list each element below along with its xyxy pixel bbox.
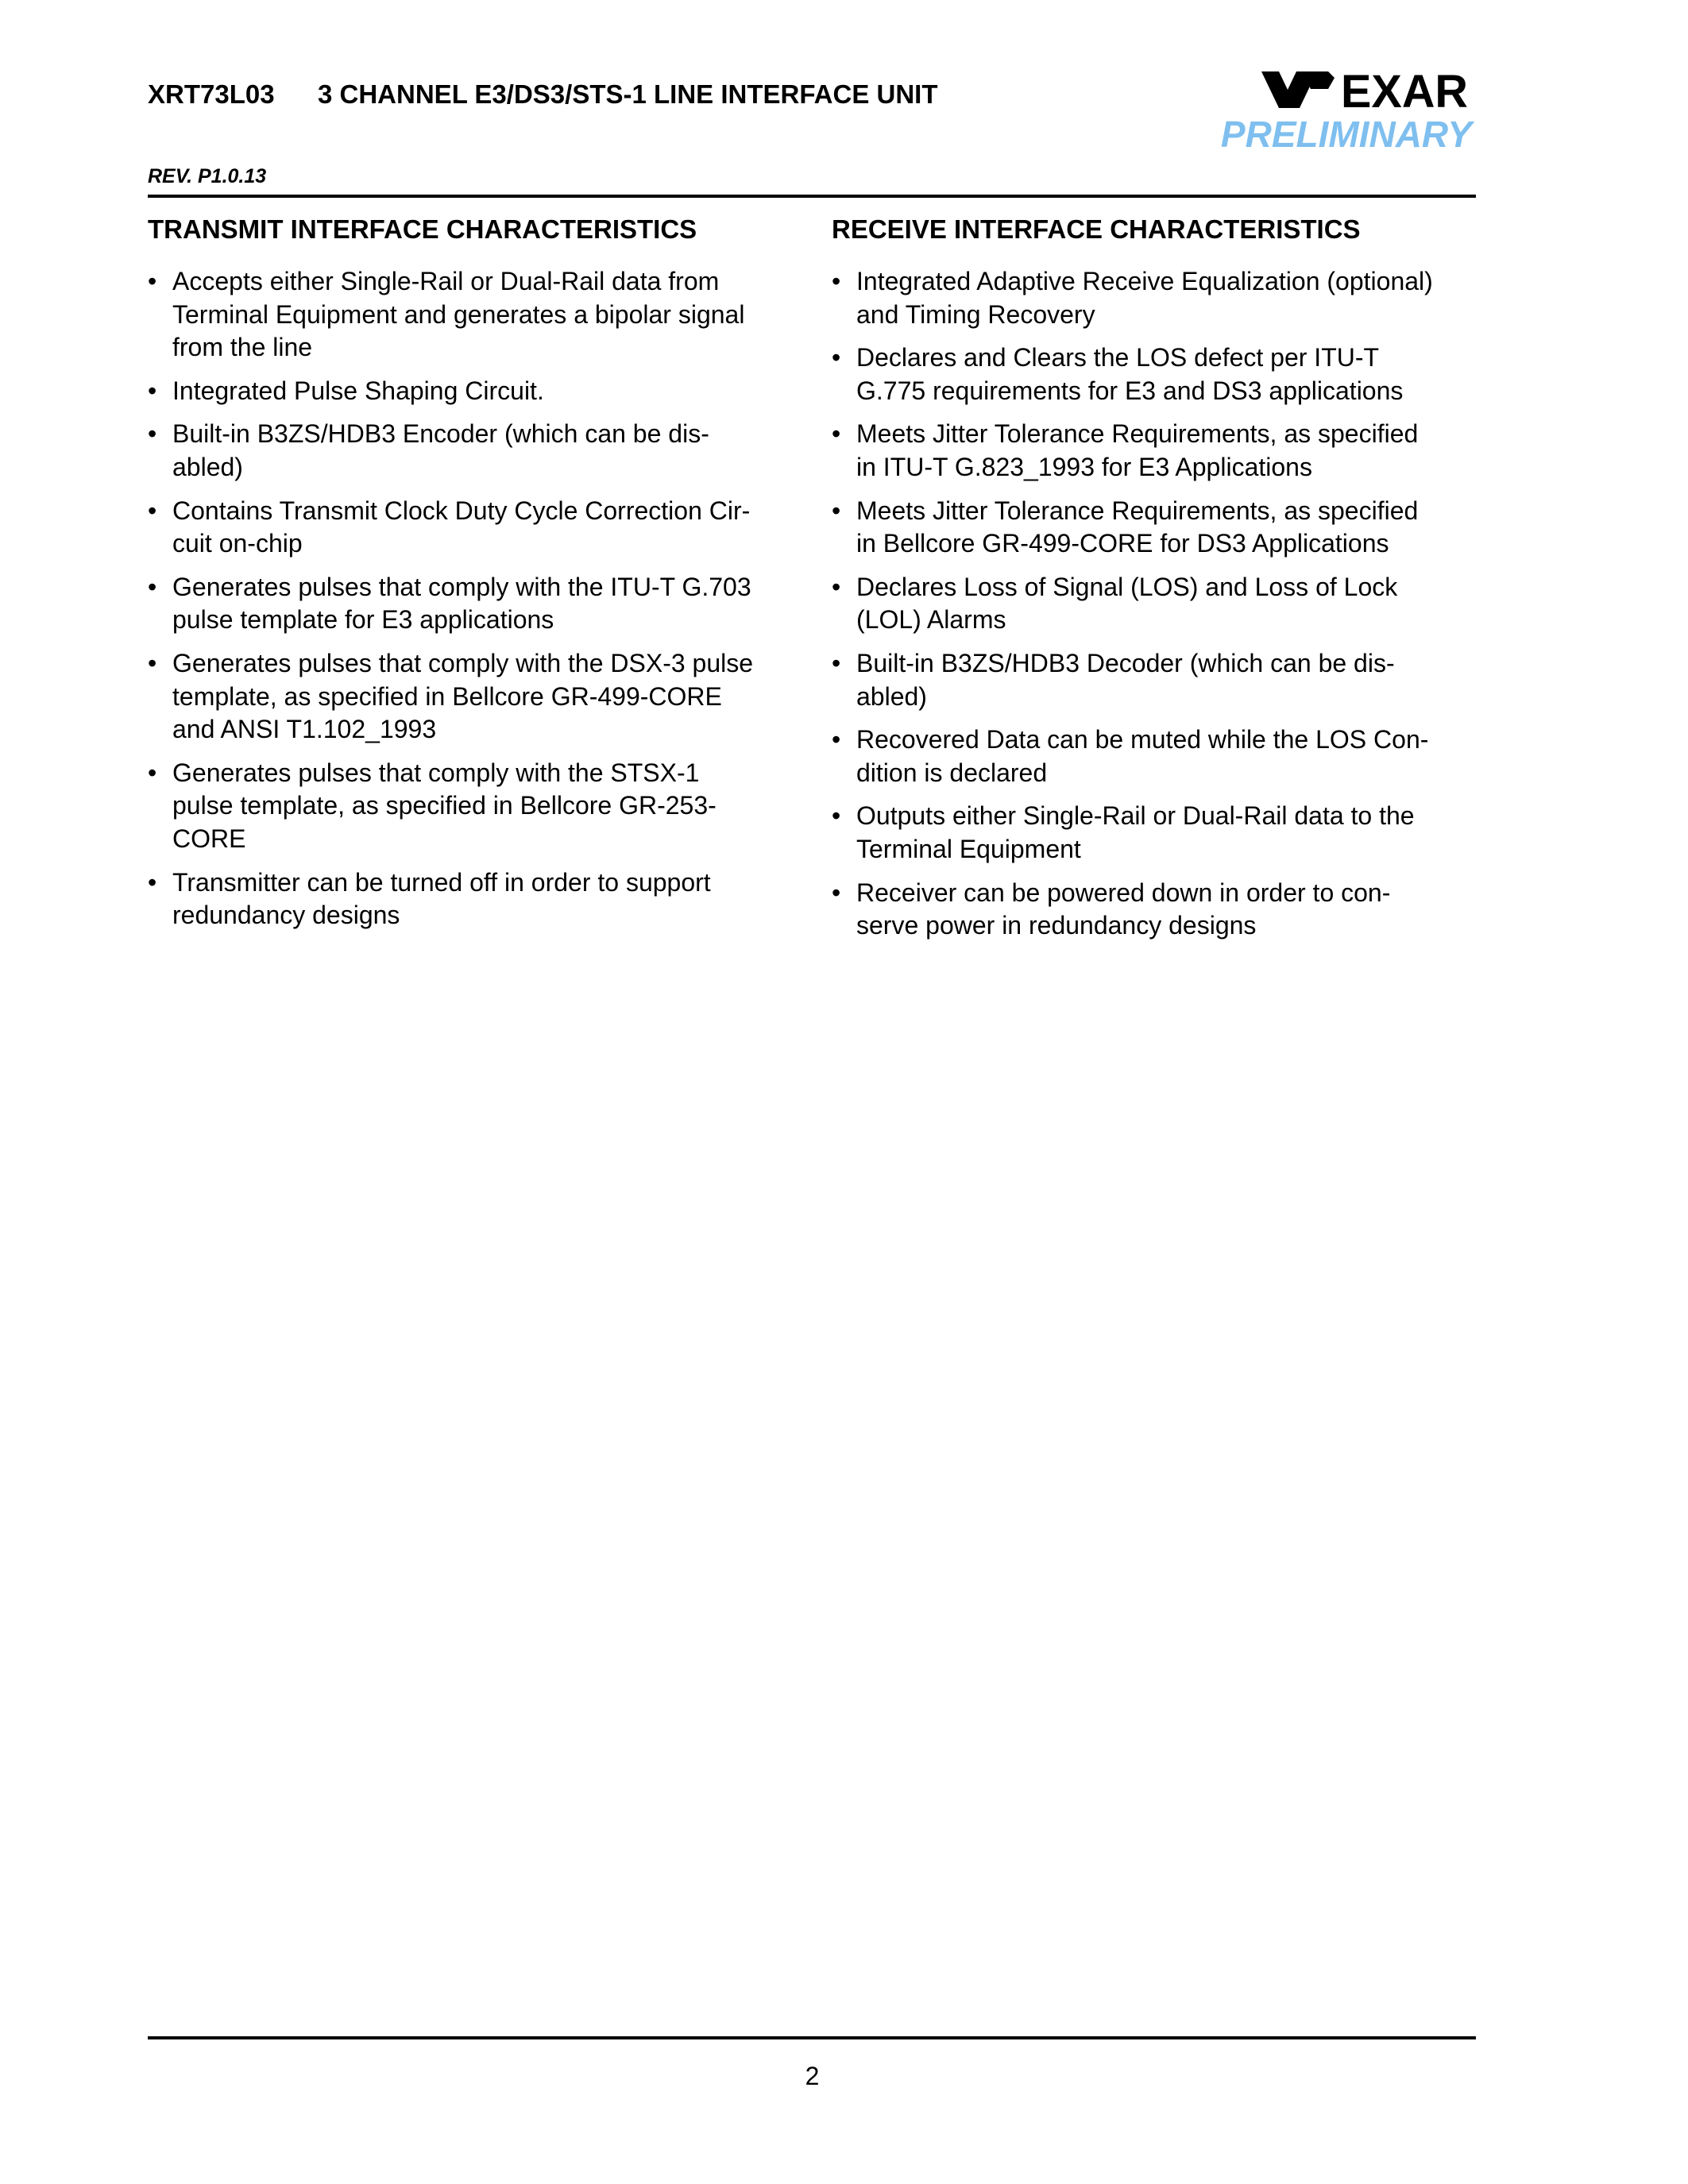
receive-list [832, 265, 1483, 943]
item-text-line: Generates pulses that comply with the DSX-3 pulse [172, 648, 754, 677]
bullet-icon: • [832, 419, 841, 449]
item-text-line: Receiver can be powered down in order to con- [856, 878, 1391, 907]
item-text-line: redundancy designs [172, 901, 400, 930]
item-text-line: Built-in B3ZS/HDB3 Decoder (which can be dis- [856, 648, 1395, 677]
item-text-line: pulse template for E3 applications [172, 605, 554, 635]
list-item [148, 418, 799, 484]
list-item [832, 877, 1483, 943]
exar-logo [1261, 70, 1470, 110]
item-text-line: Meets Jitter Tolerance Requirements, as specified [856, 419, 1419, 449]
list-item [832, 723, 1483, 789]
item-text-line: Declares Loss of Signal (LOS) and Loss of Lock [856, 572, 1398, 601]
item-text-line: serve power in redundancy designs [856, 911, 1257, 940]
svg-text:EXAR: EXAR [1341, 70, 1468, 110]
item-text-line: Contains Transmit Clock Duty Cycle Correction Cir- [172, 496, 751, 525]
bullet-icon: • [148, 648, 157, 677]
item-text-line: in Bellcore GR-499-CORE for DS3 Applications [856, 529, 1389, 558]
item-text-line: G.775 requirements for E3 and DS3 applications [856, 376, 1404, 405]
list-item [148, 866, 799, 932]
item-text-line: Declares and Clears the LOS defect per ITU-T [856, 343, 1380, 372]
bullet-icon: • [148, 572, 157, 601]
list-item [832, 800, 1483, 866]
item-text-line: Accepts either Single-Rail or Dual-Rail data from [172, 267, 720, 295]
list-item [148, 495, 799, 561]
item-text-line: Generates pulses that comply with the STSX-1 [172, 758, 700, 787]
bullet-icon: • [148, 496, 157, 525]
bullet-icon: • [832, 801, 841, 831]
list-item [832, 265, 1483, 331]
bullet-icon: • [148, 758, 157, 787]
bullet-icon: • [148, 267, 157, 295]
item-text-line: Transmitter can be turned off in order to support [172, 867, 711, 897]
bullet-icon: • [832, 572, 841, 601]
item-text-line: Built-in B3ZS/HDB3 Encoder (which can be dis- [172, 419, 709, 449]
item-text-line: Terminal Equipment [856, 834, 1081, 863]
bullet-icon: • [832, 878, 841, 907]
list-item [148, 647, 799, 747]
item-text-line: (LOL) Alarms [856, 605, 1006, 635]
item-text-line: abled) [172, 452, 243, 481]
item-text-line: Integrated Pulse Shaping Circuit. [172, 376, 544, 405]
item-text-line: Integrated Adaptive Receive Equalization (optional) [856, 267, 1433, 295]
item-text-line: template, as specified in Bellcore GR-499-CORE [172, 681, 722, 711]
list-item [832, 341, 1483, 407]
receive-section [832, 214, 1483, 953]
transmit-section [148, 214, 799, 943]
item-text-line: cuit on-chip [172, 529, 303, 558]
bullet-icon: • [148, 867, 157, 897]
list-item [832, 418, 1483, 484]
bullet-icon: • [832, 725, 841, 754]
bullet-icon: • [148, 376, 157, 405]
list-item [832, 647, 1483, 713]
item-text-line: Generates pulses that comply with the ITU-T G.703 [172, 572, 751, 601]
item-text-line: and Timing Recovery [856, 299, 1095, 329]
item-text-line: CORE [172, 824, 246, 853]
item-text-line: in ITU-T G.823_1993 for E3 Applications [856, 452, 1312, 481]
bullet-icon: • [832, 648, 841, 677]
revision-label: REV. P1.0.13 [148, 165, 267, 187]
bullet-icon: • [832, 343, 841, 372]
item-text-line: pulse template, as specified in Bellcore GR-253- [172, 791, 717, 820]
bullet-icon: • [148, 419, 157, 449]
list-item [148, 375, 799, 408]
item-text-line: Recovered Data can be muted while the LOS Con- [856, 725, 1429, 754]
header-rule [148, 195, 1476, 198]
section-heading: RECEIVE INTERFACE CHARACTERISTICS [832, 214, 1361, 244]
item-text-line: from the line [172, 333, 313, 362]
item-text-line: and ANSI T1.102_1993 [172, 715, 437, 744]
part-number: XRT73L03 [148, 79, 275, 109]
transmit-list [148, 265, 799, 932]
document-title: 3 CHANNEL E3/DS3/STS-1 LINE INTERFACE UNIT [318, 79, 938, 109]
footer-rule [148, 2036, 1476, 2039]
section-heading: TRANSMIT INTERFACE CHARACTERISTICS [148, 214, 697, 244]
bullet-icon: • [832, 496, 841, 525]
item-text-line: abled) [856, 681, 927, 711]
list-item [148, 265, 799, 365]
item-text-line: Terminal Equipment and generates a bipolar signal [172, 299, 745, 329]
list-item [832, 495, 1483, 561]
list-item [148, 757, 799, 856]
list-item [832, 571, 1483, 637]
item-text-line: Outputs either Single-Rail or Dual-Rail data to the [856, 801, 1415, 831]
item-text-line: Meets Jitter Tolerance Requirements, as specified [856, 496, 1419, 525]
preliminary-label: PRELIMINARY [1220, 114, 1472, 155]
item-text-line: dition is declared [856, 758, 1048, 787]
list-item [148, 571, 799, 637]
page-number: 2 [805, 2062, 820, 2090]
bullet-icon: • [832, 267, 841, 295]
